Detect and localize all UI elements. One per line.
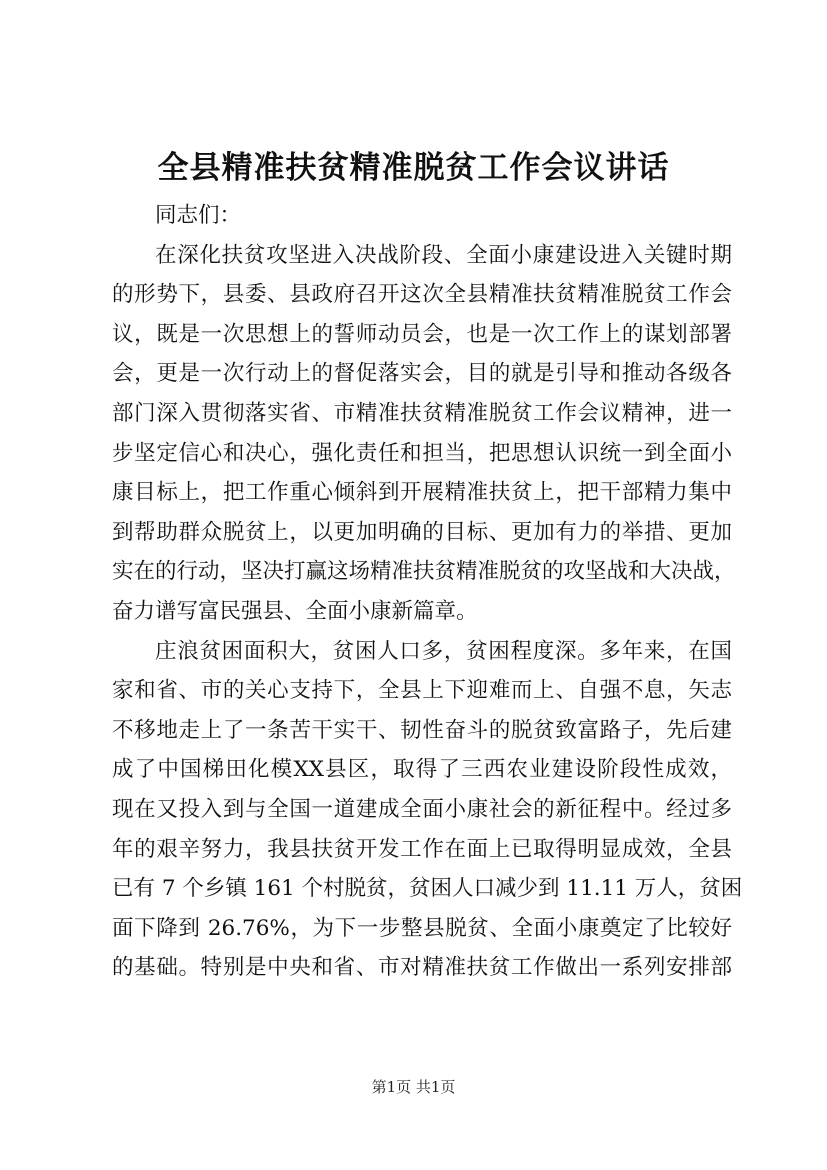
salutation: 同志们： — [155, 203, 242, 228]
text-line: 会，更是一次行动上的督促落实会，目的就是引导和推动各级各 — [112, 361, 732, 387]
text-line: 的基础。特别是中央和省、市对精准扶贫工作做出一系列安排部 — [112, 955, 732, 981]
text-line: 议，既是一次思想上的誓师动员会，也是一次工作上的谋划部署 — [112, 321, 732, 347]
text-line: 在深化扶贫攻坚进入决战阶段、全面小康建设进入关键时期 — [155, 242, 732, 268]
text-line: 步坚定信心和决心，强化责任和担当，把思想认识统一到全面小 — [112, 440, 732, 466]
text-line: 现在又投入到与全国一道建成全面小康社会的新征程中。经过多 — [112, 796, 732, 822]
paragraph-1 — [112, 236, 736, 632]
paragraph-2 — [112, 632, 743, 988]
page-footer: 第1页 共1页 — [371, 1078, 456, 1096]
text-line: 庄浪贫困面积大，贫困人口多，贫困程度深。多年来，在国 — [155, 638, 732, 664]
text-line: 康目标上，把工作重心倾斜到开展精准扶贫上，把干部精力集中 — [112, 480, 732, 506]
document-title: 全县精准扶贫精准脱贫工作会议讲话 — [157, 150, 670, 186]
document-body — [112, 196, 743, 988]
text-line: 已有 7 个乡镇 161 个村脱贫，贫困人口减少到 11.11 万人，贫困 — [112, 876, 743, 902]
text-line: 到帮助群众脱贫上，以更加明确的目标、更加有力的举措、更加 — [112, 519, 732, 545]
text-line: 的形势下，县委、县政府召开这次全县精准扶贫精准脱贫工作会 — [112, 282, 732, 308]
text-line: 成了中国梯田化模XX县区，取得了三西农业建设阶段性成效， — [112, 757, 732, 783]
text-line: 实在的行动，坚决打赢这场精准扶贫精准脱贫的攻坚战和大决战， — [112, 559, 736, 585]
text-line: 不移地走上了一条苦干实干、韧性奋斗的脱贫致富路子，先后建 — [112, 717, 732, 743]
text-line: 部门深入贯彻落实省、市精准扶贫精准脱贫工作会议精神，进一 — [112, 400, 732, 426]
text-line: 面下降到 26.76%，为下一步整县脱贫、全面小康奠定了比较好 — [112, 915, 732, 941]
text-line: 年的艰辛努力，我县扶贫开发工作在面上已取得明显成效，全县 — [112, 836, 732, 862]
text-line: 奋力谱写富民强县、全面小康新篇章。 — [112, 598, 478, 624]
text-line: 家和省、市的关心支持下，全县上下迎难而上、自强不息，矢志 — [112, 678, 732, 704]
